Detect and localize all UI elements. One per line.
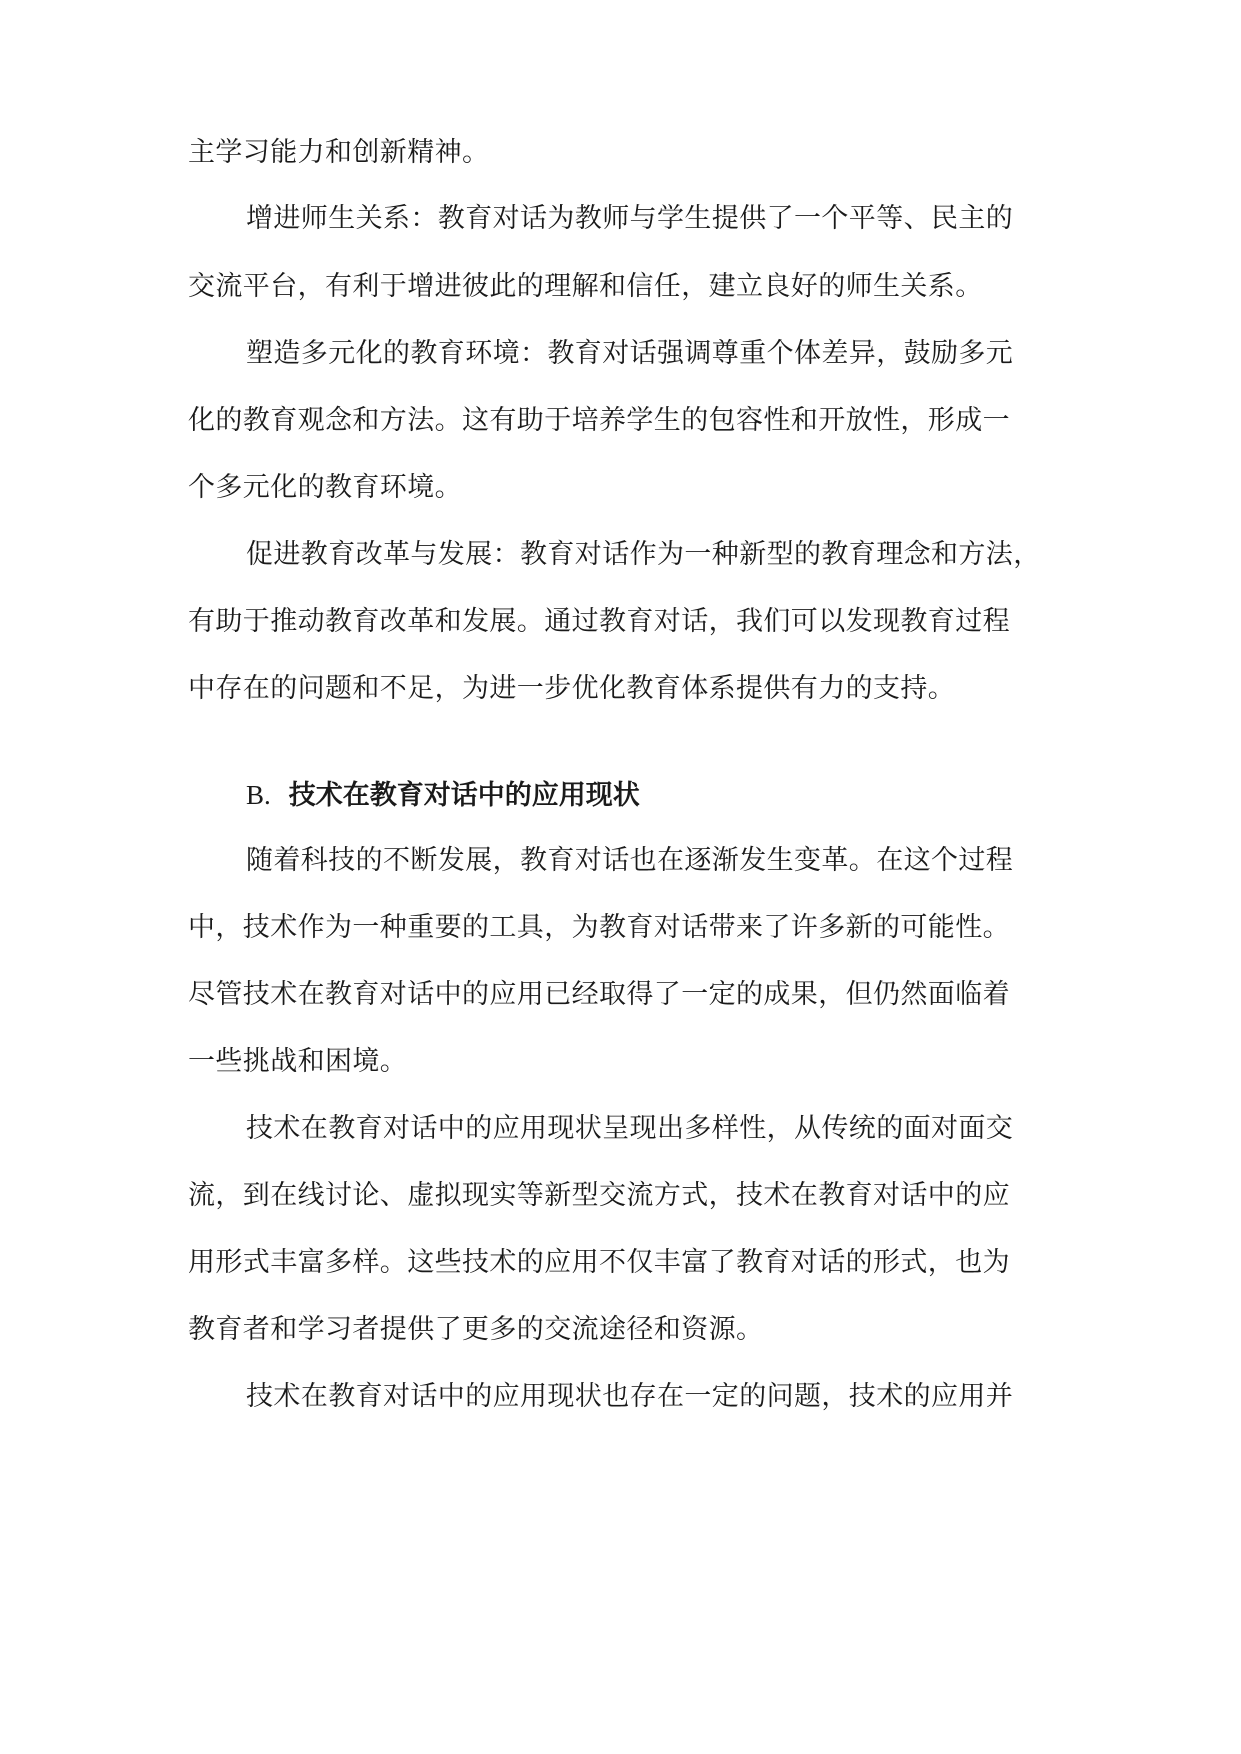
paragraph-line: 主学习能力和创新精神。 <box>188 137 490 168</box>
paragraph-line: 尽管技术在教育对话中的应用已经取得了一定的成果，但仍然面临着 <box>188 979 1010 1010</box>
paragraph-line: 中，技术作为一种重要的工具，为教育对话带来了许多新的可能性。 <box>188 912 1010 943</box>
paragraph-line: 中存在的问题和不足，为进一步优化教育体系提供有力的支持。 <box>188 673 956 704</box>
paragraph-line: 教育者和学习者提供了更多的交流途径和资源。 <box>188 1314 764 1345</box>
paragraph-line: 个多元化的教育环境。 <box>188 472 462 503</box>
paragraph-line: 化的教育观念和方法。这有助于培养学生的包容性和开放性，形成一 <box>188 405 1010 436</box>
paragraph-line: 一些挑战和困境。 <box>188 1046 408 1077</box>
paragraph-line: 有助于推动教育改革和发展。通过教育对话，我们可以发现教育过程 <box>188 606 1010 637</box>
paragraph-line: 促进教育改革与发展：教育对话作为一种新型的教育理念和方法， <box>246 539 1041 570</box>
section-heading <box>246 775 640 816</box>
paragraph-line: 技术在教育对话中的应用现状也存在一定的问题，技术的应用并 <box>246 1381 1014 1412</box>
paragraph-line: 流，到在线讨论、虚拟现实等新型交流方式，技术在教育对话中的应 <box>188 1180 1010 1211</box>
paragraph-line: 塑造多元化的教育环境：教育对话强调尊重个体差异，鼓励多元 <box>246 338 1014 369</box>
paragraph-line: 增进师生关系：教育对话为教师与学生提供了一个平等、民主的 <box>246 203 1014 234</box>
paragraph-line: 随着科技的不断发展，教育对话也在逐渐发生变革。在这个过程 <box>246 845 1014 876</box>
paragraph-line: 技术在教育对话中的应用现状呈现出多样性，从传统的面对面交 <box>246 1113 1014 1144</box>
paragraph-line: 用形式丰富多样。这些技术的应用不仅丰富了教育对话的形式，也为 <box>188 1247 1010 1278</box>
section-title: 技术在教育对话中的应用现状 <box>288 780 640 811</box>
paragraph-line: 交流平台，有利于增进彼此的理解和信任，建立良好的师生关系。 <box>188 271 983 302</box>
section-number: B. <box>246 780 271 810</box>
